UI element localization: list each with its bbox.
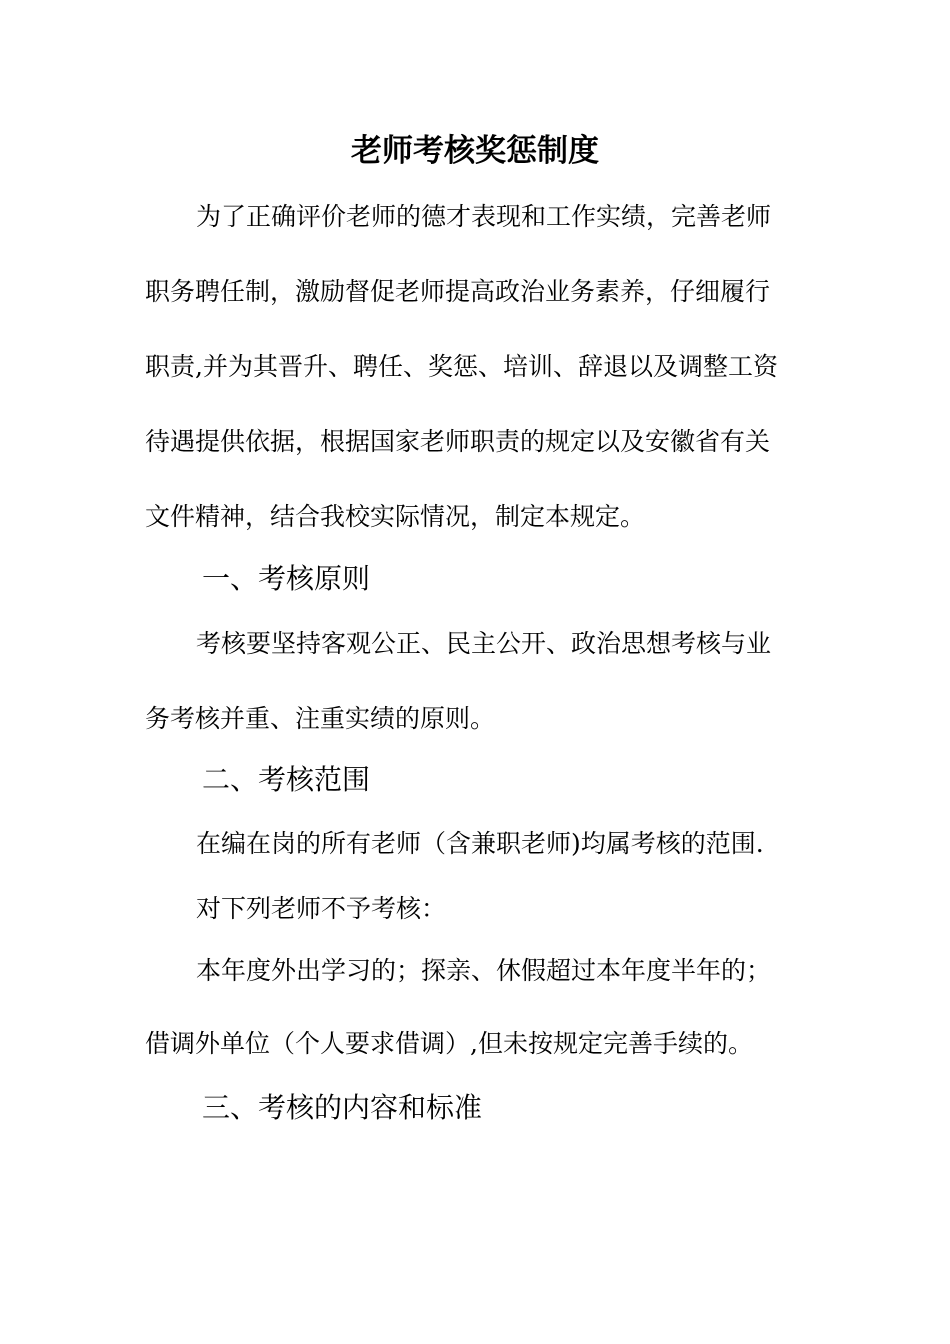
section-heading-principles: 一、考核原则	[202, 562, 371, 595]
paragraph-line: 本年度外出学习的；探亲、休假超过本年度半年的；	[196, 956, 772, 985]
paragraph-line: 文件精神，结合我校实际情况，制定本规定。	[145, 502, 646, 531]
paragraph-line: 职责,并为其晋升、聘任、奖惩、培训、辞退以及调整工资	[145, 352, 778, 381]
paragraph-line: 借调外单位（个人要求借调）,但未按规定完善手续的。	[145, 1029, 753, 1058]
paragraph-line: 对下列老师不予考核：	[196, 894, 447, 923]
paragraph-line: 考核要坚持客观公正、民主公开、政治思想考核与业	[196, 629, 772, 658]
paragraph-line: 待遇提供依据，根据国家老师职责的规定以及安徽省有关	[145, 427, 771, 456]
section-heading-scope: 二、考核范围	[202, 763, 371, 796]
paragraph-line: 务考核并重、注重实绩的原则。	[145, 704, 496, 733]
section-heading-content-standards: 三、考核的内容和标准	[202, 1091, 483, 1124]
paragraph-line: 在编在岗的所有老师（含兼职老师)均属考核的范围.	[196, 829, 764, 858]
document-title: 老师考核奖惩制度	[351, 133, 599, 169]
paragraph-line: 为了正确评价老师的德才表现和工作实绩，完善老师	[196, 202, 772, 231]
paragraph-line: 职务聘任制，激励督促老师提高政治业务素养，仔细履行	[145, 277, 771, 306]
